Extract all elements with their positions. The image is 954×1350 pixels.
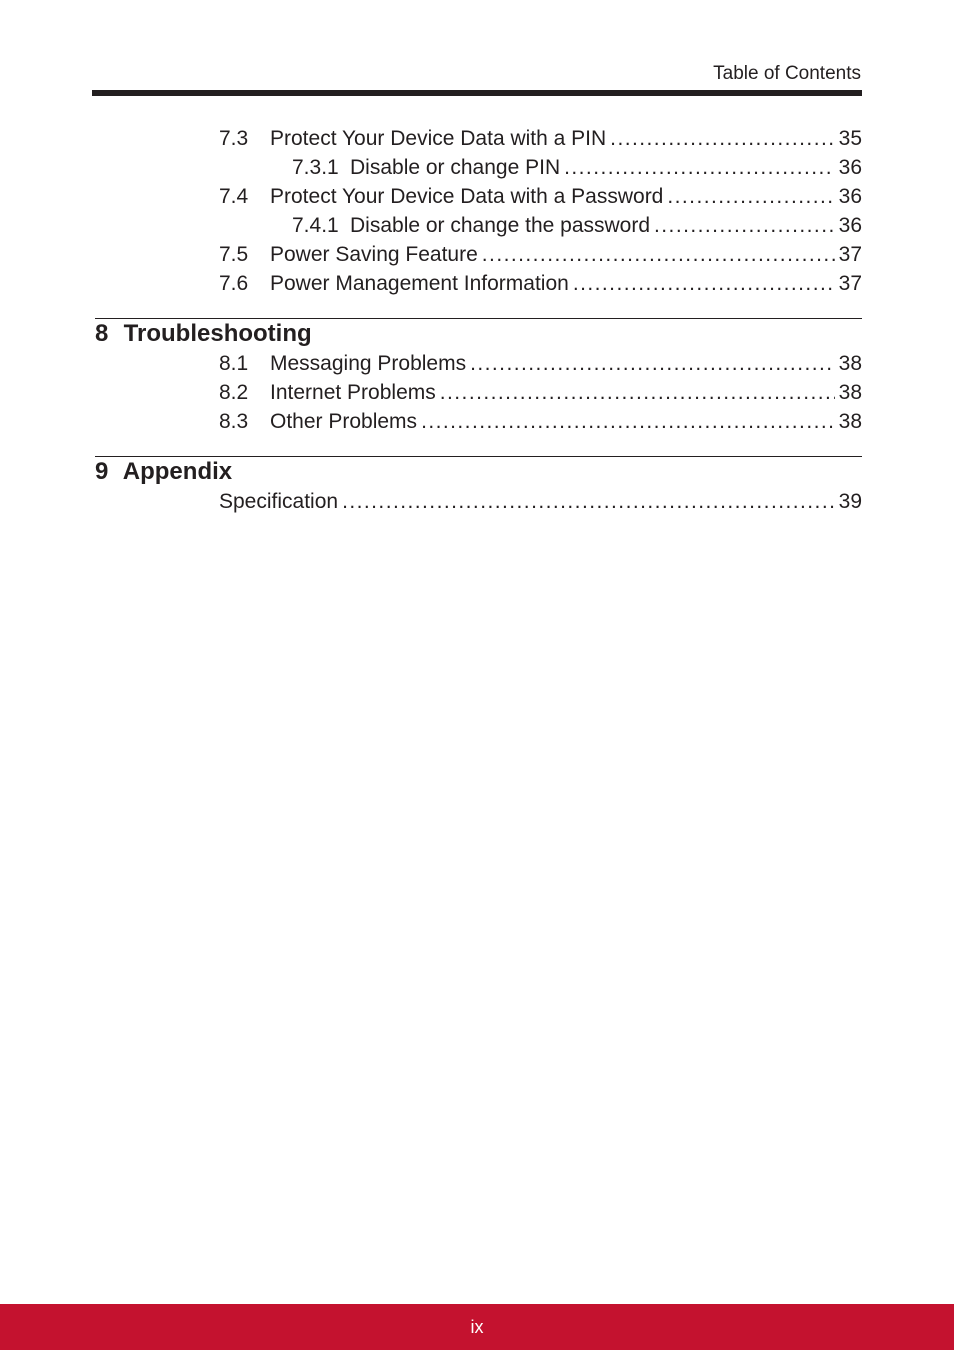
chapter-title: Troubleshooting <box>123 320 312 347</box>
dot-leader <box>610 124 834 153</box>
toc-entry-7-4-1[interactable] <box>95 211 862 240</box>
toc-entry-number: 7.4.1 <box>292 214 339 237</box>
toc-entry-7-3[interactable] <box>95 124 862 153</box>
toc-entry-page: 36 <box>838 156 862 179</box>
page-header-title: Table of Contents <box>713 63 861 84</box>
toc-entry-title: Protect Your Device Data with a PIN <box>270 127 607 150</box>
toc-entry-title: Power Saving Feature <box>270 243 478 266</box>
dot-leader <box>564 153 835 182</box>
toc-entry-number: 7.3.1 <box>292 156 339 179</box>
toc-entry-7-4[interactable] <box>95 182 862 211</box>
toc-entry-page: 39 <box>838 490 862 513</box>
toc-entry-7-5[interactable] <box>95 240 862 269</box>
toc-entry-title: Protect Your Device Data with a Password <box>270 185 664 208</box>
dot-leader <box>440 378 835 407</box>
toc-entry-page: 35 <box>838 127 862 150</box>
toc-entry-8-2[interactable] <box>95 378 862 407</box>
dot-leader <box>342 487 835 516</box>
toc-entry-number: 7.6 <box>219 272 249 295</box>
toc-entry-number: 7.4 <box>219 185 249 208</box>
toc-entry-page: 38 <box>838 410 862 433</box>
toc-entry-page: 38 <box>838 352 862 375</box>
dot-leader <box>470 349 835 378</box>
toc-entry-number: 7.5 <box>219 243 249 266</box>
toc-entry-title: Specification <box>219 490 339 513</box>
chapter-heading-troubleshooting[interactable] <box>95 318 862 349</box>
toc-entry-page: 37 <box>838 272 862 295</box>
toc-entry-title: Power Management Information <box>270 272 569 295</box>
toc-entry-title: Other Problems <box>270 410 418 433</box>
toc-entry-title: Messaging Problems <box>270 352 467 375</box>
dot-leader <box>573 269 835 298</box>
toc-entry-page: 36 <box>838 214 862 237</box>
page-number: ix <box>470 1317 484 1337</box>
header-rule <box>92 90 862 96</box>
footer-bar <box>0 1304 954 1350</box>
chapter-number: 8 <box>95 320 109 347</box>
dot-leader <box>667 182 834 211</box>
dot-leader <box>654 211 835 240</box>
toc-entry-number: 8.2 <box>219 381 249 404</box>
dot-leader <box>421 407 835 436</box>
toc-entry-number: 8.1 <box>219 352 249 375</box>
toc-entry-page: 36 <box>838 185 862 208</box>
chapter-heading-appendix[interactable] <box>95 456 862 487</box>
toc-entry-8-3[interactable] <box>95 407 862 436</box>
toc-entry-title: Internet Problems <box>270 381 436 404</box>
toc-entry-number: 8.3 <box>219 410 249 433</box>
toc-entry-8-1[interactable] <box>95 349 862 378</box>
toc-entry-title: Disable or change the password <box>350 214 651 237</box>
toc-entry-7-6[interactable] <box>95 269 862 298</box>
toc-entry-page: 37 <box>838 243 862 266</box>
toc-entry-page: 38 <box>838 381 862 404</box>
dot-leader <box>482 240 835 269</box>
chapter-title: Appendix <box>122 458 233 485</box>
chapter-number: 9 <box>95 458 109 485</box>
toc-entry-title: Disable or change PIN <box>350 156 561 179</box>
toc-entry-number: 7.3 <box>219 127 249 150</box>
table-of-contents <box>95 124 862 516</box>
toc-entry-7-3-1[interactable] <box>95 153 862 182</box>
toc-entry-specification[interactable] <box>95 487 862 516</box>
